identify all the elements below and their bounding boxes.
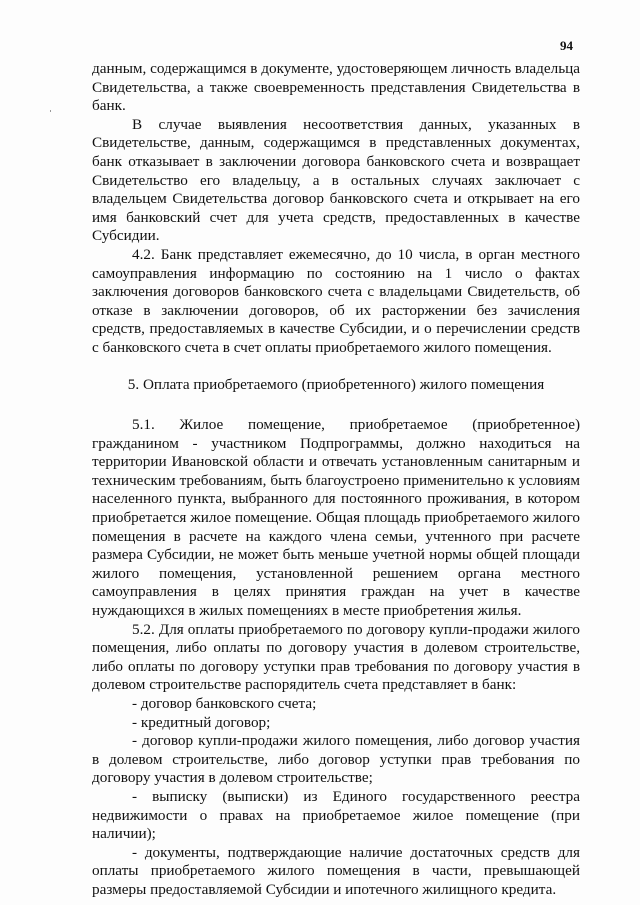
paragraph-5-1: 5.1. Жилое помещение, приобретаемое (приобретенное) гражданином - участником Подпрограммы, должно находиться на территории Ивановской области и отвечать установленным санитарным и техническим требованиям, быть благоустроено применительно к условиям населенного пункта, выбранного для постоянного проживания, в котором приобретается жилое помещение. Общая площадь приобретаемого жилого помещения в расчете на каждого члена семьи, учтенного при расчете размера Субсидии, не может быть меньше учетной нормы общей площади жилого помещения, установленной решением органа местного самоуправления в целях принятия граждан на учет в качестве нуждающихся в жилых помещениях в месте приобретения жилья.: [92, 416, 580, 620]
list-item: - договор банковского счета;: [132, 695, 317, 712]
list-item: - выписку (выписки) из Единого государственного реестра недвижимости о правах на приобретаемое жилое помещение (при наличии);: [92, 787, 580, 843]
paragraph-5-2: 5.2. Для оплаты приобретаемого по договору купли-продажи жилого помещения, либо оплаты по договору участия в долевом строительстве, либо оплаты по договору уступки прав требования по договору участия в долевом строительстве распорядитель счета представляет в банк:: [92, 620, 580, 694]
section-heading: 5. Оплата приобретаемого (приобретенного) жилого помещения: [127, 375, 545, 393]
paragraph-4-2: 4.2. Банк представляет ежемесячно, до 10 числа, в орган местного самоуправления информацию по состоянию на 1 число о фактах заключения договоров банковского счета с владельцами Свидетельств, об отказе в заключении договоров, об их расторжении без зачисления средств, предоставляемых в качестве Субсидии, и о перечислении средств с банковского счета в счет оплаты приобретаемого жилого помещения.: [92, 245, 580, 356]
list-item: - договор купли-продажи жилого помещения, либо договор участия в долевом строительстве, либо договор уступки прав требования по договору участия в долевом строительстве;: [92, 732, 580, 787]
list-item: - документы, подтверждающие наличие достаточных средств для оплаты приобретаемого жилого помещения в части, превышающей размеры предоставляемой Субсидии и ипотечного жилищного кредита.: [92, 843, 580, 898]
list-item: - кредитный договор;: [132, 713, 271, 731]
paragraph-continuation: данным, содержащимся в документе, удостоверяющем личность владельца Свидетельства, а также своевременность представления Свидетельства в банк.: [92, 60, 580, 115]
page-number: 94: [560, 38, 573, 53]
paragraph-mismatch-case: В случае выявления несоответствия данных, указанных в Свидетельстве, данным, содержащимся в представленных документах, банк отказывает в заключении договора банковского счета и возвращает Свидетельство его владельцу, а в остальных случаях заключает с владельцем Свидетельства договор банковского счета и открывает на его имя банковский счет для учета средств, предоставленных в качестве Субсидии.: [92, 115, 580, 245]
document-body: [92, 60, 580, 900]
scan-speck: [50, 110, 51, 112]
